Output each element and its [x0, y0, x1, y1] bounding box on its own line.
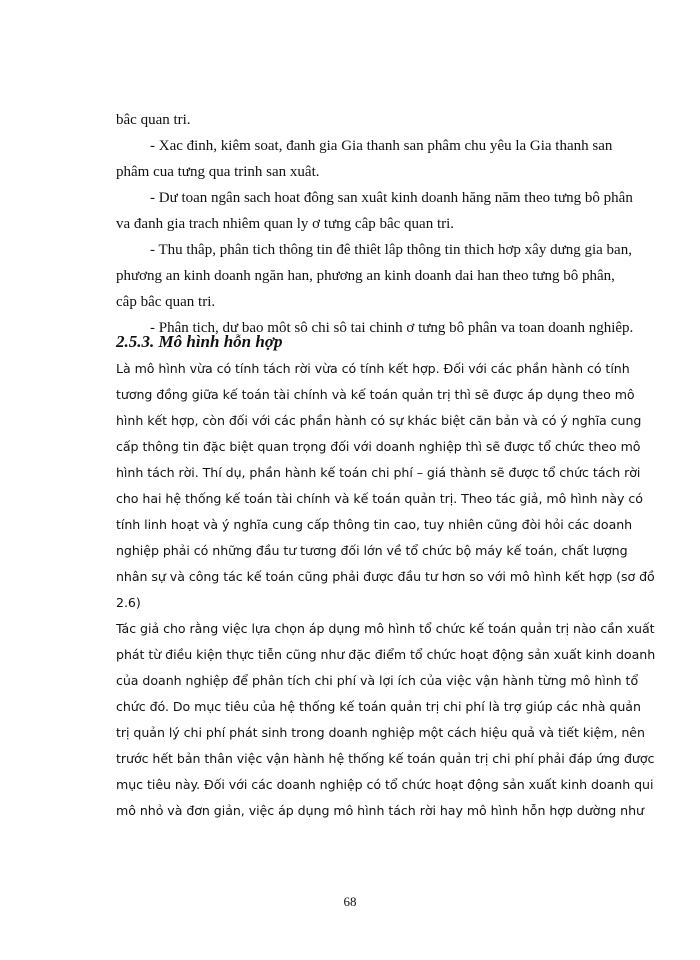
text-line: Tác giả cho rằng việc lựa chọn áp dụng mô hình tổ chức kế toán quản trị nào cần xuất [116, 621, 655, 636]
text-line: phâm cua tưng qua trinh san xuât. [116, 164, 320, 180]
text-line: mục tiêu này. Đối với các doanh nghiệp có tổ chức hoạt động sản xuất kinh doanh qui [116, 777, 654, 792]
bullet-line: - Xac đinh, kiêm soat, đanh gia Gia thanh san phâm chu yêu la Gia thanh san [150, 138, 613, 154]
paragraph-1 [116, 356, 655, 616]
paragraph-2 [116, 616, 656, 824]
text-line: mô nhỏ và đơn giản, việc áp dụng mô hình tách rời hay mô hình hỗn hợp dường như [116, 803, 644, 818]
text-line: Là mô hình vừa có tính tách rời vừa có tính kết hợp. Đối với các phần hành có tính [116, 361, 630, 376]
text-line: trị quản lý chi phí phát sinh trong doanh nghiệp một cách hiệu quả và tiết kiệm, nên [116, 725, 645, 740]
text-line: trước hết bản thân việc vận hành hệ thống kế toán quản trị chi phí phải đáp ứng được [116, 751, 655, 766]
text-line: hình kết hợp, còn đối với các phần hành có sự khác biệt căn bản và có ý nghĩa cung [116, 413, 642, 428]
text-line: cấp thông tin đặc biệt quan trọng đối với doanh nghiệp thì sẽ được tổ chức theo mô [116, 439, 641, 454]
text-line: nghiệp phải có những đầu tư tương đối lớn về tổ chức bộ máy kế toán, chất lượng [116, 543, 628, 558]
page-number: 68 [343, 894, 357, 909]
bullet-line: - Phân tich, dư bao môt sô chi sô tai chinh ơ tưng bô phân va toan doanh nghiêp. [150, 320, 634, 336]
bullet-line: - Dư toan ngân sach hoat đông san xuât kinh doanh hăng năm theo tưng bô phân [150, 190, 633, 206]
section-heading: 2.5.3. Mô hình hỗn hợp [116, 332, 283, 351]
text-line: phương an kinh doanh ngăn han, phương an kinh doanh dai han theo tưng bô phân, [116, 268, 615, 284]
text-line: câp bâc quan tri. [116, 294, 216, 310]
text-line: cho hai hệ thống kế toán tài chính và kế toán quản trị. Theo tác giả, mô hình này có [116, 491, 643, 506]
bullet-line: - Thu thâp, phân tich thông tin đê thiêt lâp thông tin thich hơp xây dưng gia ban, [150, 242, 632, 258]
text-line: tính linh hoạt và ý nghĩa cung cấp thông tin cao, tuy nhiên cũng đòi hỏi các doanh [116, 517, 633, 532]
text-line: phát từ điều kiện thực tiễn cũng như đặc điểm tổ chức hoạt động sản xuất kinh doanh [116, 647, 656, 662]
text-line: bâc quan tri. [116, 112, 191, 128]
text-line: nhân sự và công tác kế toán cũng phải được đầu tư hơn so với mô hình kết hợp (sơ đồ [116, 569, 655, 584]
text-line: chức đó. Do mục tiêu của hệ thống kế toán quản trị chi phí là trợ giúp các nhà quản [116, 699, 641, 714]
text-line: va đanh gia trach nhiêm quan ly ơ tưng câp bâc quan tri. [116, 216, 455, 232]
top-section [116, 107, 636, 341]
text-line: của doanh nghiệp để phân tích chi phí và lợi ích của việc vận hành từng mô hình tổ [116, 673, 639, 688]
text-line: 2.6) [116, 595, 141, 610]
text-line: hình tách rời. Thí dụ, phần hành kế toán chi phí – giá thành sẽ được tổ chức tách rời [116, 465, 641, 480]
text-line: tương đồng giữa kế toán tài chính và kế toán quản trị thì sẽ được áp dụng theo mô [116, 387, 635, 402]
